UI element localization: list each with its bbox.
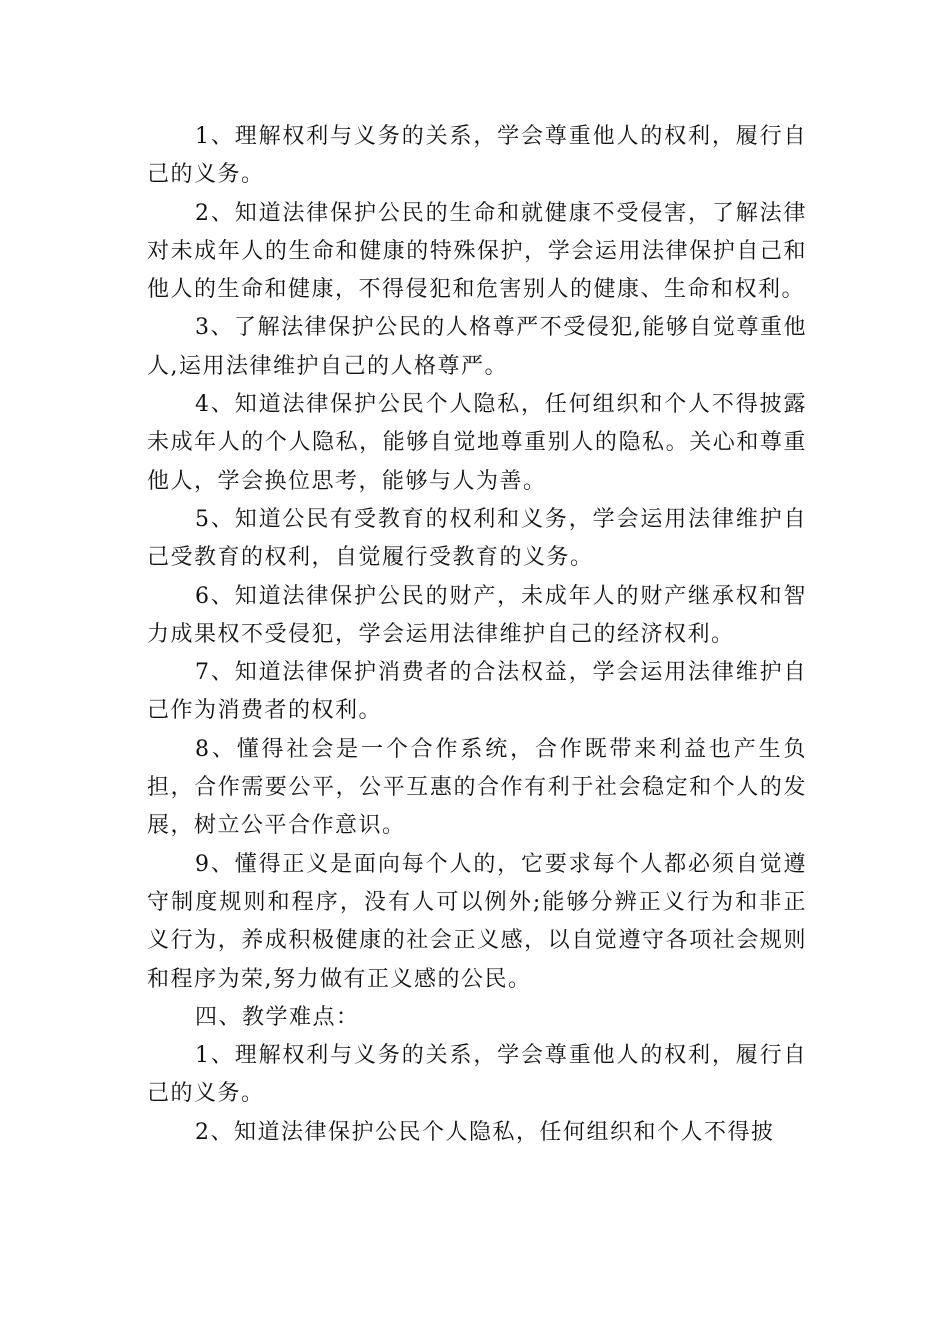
paragraph-8: 8、懂得社会是一个合作系统，合作既带来利益也产生负担，合作需要公平，公平互惠的合作有利于社会稳定和个人的发展，树立公平合作意识。 <box>147 736 807 839</box>
paragraph-6: 6、知道法律保护公民的财产，未成年人的财产继承权和智力成果权不受侵犯，学会运用法律维护自己的经济权利。 <box>147 583 807 647</box>
paragraph-3: 3、了解法律保护公民的人格尊严不受侵犯,能够自觉尊重他人,运用法律维护自己的人格尊严。 <box>147 315 807 379</box>
paragraph-2: 2、知道法律保护公民的生命和就健康不受侵害，了解法律对未成年人的生命和健康的特殊保护，学会运用法律保护自己和他人的生命和健康，不得侵犯和危害别人的健康、生命和权利。 <box>147 200 807 303</box>
section-heading-teaching-difficulties: 四、教学难点： <box>195 1004 360 1030</box>
paragraph-difficulty-1: 1、理解权利与义务的关系，学会尊重他人的权利，履行自己的义务。 <box>147 1043 807 1107</box>
paragraph-7: 7、知道法律保护消费者的合法权益，学会运用法律维护自己作为消费者的权利。 <box>147 660 807 724</box>
paragraph-1: 1、理解权利与义务的关系，学会尊重他人的权利，履行自己的义务。 <box>147 124 807 188</box>
paragraph-difficulty-2: 2、知道法律保护公民个人隐私，任何组织和个人不得披 <box>195 1119 775 1145</box>
paragraph-4: 4、知道法律保护公民个人隐私，任何组织和个人不得披露未成年人的个人隐私，能够自觉地尊重别人的隐私。关心和尊重他人，学会换位思考，能够与人为善。 <box>147 392 807 494</box>
paragraph-9: 9、懂得正义是面向每个人的，它要求每个人都必须自觉遵守制度规则和程序，没有人可以例外;能够分辨正义行为和非正义行为，养成积极健康的社会正义感，以自觉遵守各项社会规则和程序为荣,努力做有正义感的公民。 <box>147 851 807 992</box>
paragraph-5: 5、知道公民有受教育的权利和义务，学会运用法律维护自己受教育的权利，自觉履行受教育的义务。 <box>147 506 807 571</box>
document-body <box>147 118 807 1152</box>
